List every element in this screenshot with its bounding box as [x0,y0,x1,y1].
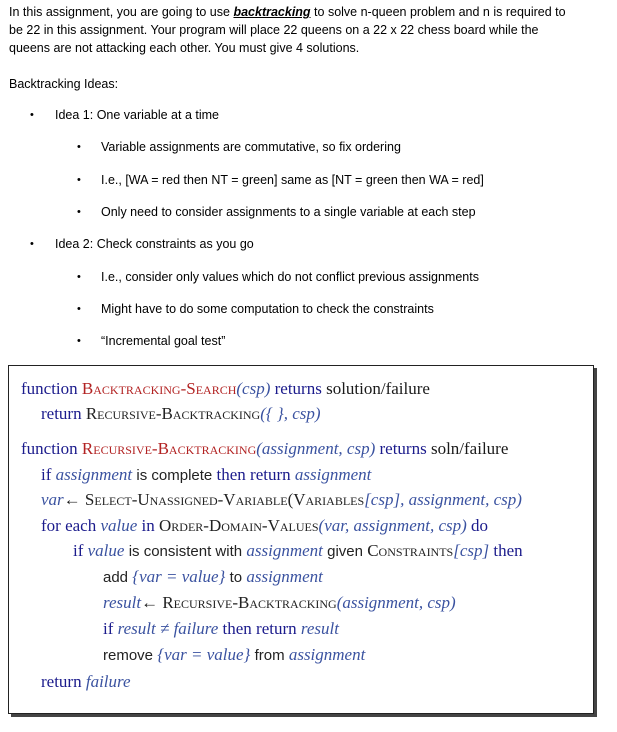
algo-line-1 [21,376,430,402]
variable: value [87,541,125,560]
return-type: soln/failure [430,439,509,458]
variable: assignment [288,645,366,664]
intro-emphasis: backtracking [233,5,311,19]
point-text: “Incremental goal test” [101,334,226,348]
algo-line-4 [41,462,371,489]
function-call: Recursive-Backtracking [162,593,337,612]
bullet-icon: • [77,271,81,283]
variable: {var = value} [132,567,226,586]
keyword: do [471,516,489,535]
arguments: (csp) [236,379,271,398]
intro-text-pre: In this assignment, you are going to use [9,5,234,19]
function-call: Recursive-Backtracking [85,404,261,423]
plain-text: from [254,647,285,664]
keyword: return [41,404,82,423]
arguments: [csp] [453,541,490,560]
variable: assignment [294,465,372,484]
keyword: returns [274,379,322,398]
algo-line-5 [41,487,522,513]
keyword: then return [216,465,291,484]
idea-1-label: Idea 1: One variable at a time [55,108,219,122]
function-call: Select-Unassigned-Variable(Variables [84,490,365,509]
bullet-icon: • [77,206,81,218]
bullet-icon: • [77,141,81,153]
algo-line-2 [41,401,321,427]
point-text: Might have to do some computation to check the constraints [101,302,434,316]
intro-text-post: to solve n-queen problem and n is required to be 22 in this assignment. Your program will place 22 queens on a 22 x 22 chess board while the queens are not attacking each other. You must give 4 solutions. [9,5,566,55]
variable: var [41,490,64,509]
algo-line-12 [41,669,131,695]
arguments: ({ }, csp) [260,404,321,423]
point-text: I.e., consider only values which do not conflict previous assignments [101,270,479,284]
variable: {var = value} [157,645,251,664]
keyword: then return [222,619,297,638]
function-name: Recursive-Backtracking [81,439,257,458]
function-name: Backtracking-Search [81,379,237,398]
plain-text: to [229,569,243,586]
plain-text: is complete [136,467,213,484]
algo-line-6 [41,513,488,539]
algo-line-11 [103,642,365,669]
keyword: returns [379,439,427,458]
bullet-icon: • [77,335,81,347]
algo-line-10 [103,616,339,642]
plain-text: given [327,543,363,560]
variable: result [300,619,339,638]
plain-text: is consistent with [128,543,243,560]
assign-arrow-icon: ← [141,593,159,612]
ideas-heading: Backtracking Ideas: [9,77,119,91]
keyword: in [141,516,155,535]
variable: failure [85,672,131,691]
point-text: Only need to consider assignments to a single variable at each step [101,205,476,219]
keyword: for each [41,516,97,535]
bullet-icon: • [30,109,34,121]
assign-arrow-icon: ← [63,490,81,509]
keyword: then [493,541,523,560]
keyword: return [41,672,82,691]
variable: assignment [246,541,323,560]
function-call: Order-Domain-Values [159,516,319,535]
backtracking-algorithm-box [8,365,594,714]
algo-line-8 [103,564,323,591]
algo-line-9 [103,590,456,616]
bullet-icon: • [77,303,81,315]
point-text: Variable assignments are commutative, so fix ordering [101,140,401,154]
bullet-icon: • [77,174,81,186]
plain-text: add [103,569,129,586]
keyword: if [41,465,52,484]
arguments: (assignment, csp) [336,593,456,612]
algo-line-7 [73,538,523,565]
keyword: function [21,439,78,458]
assignment-intro [9,3,569,57]
idea-2-label: Idea 2: Check constraints as you go [55,237,254,251]
variable: result ≠ failure [117,619,219,638]
keyword: function [21,379,78,398]
variable: assignment [55,465,133,484]
keyword: if [103,619,114,638]
function-call: Constraints [367,541,454,560]
arguments: (assignment, csp) [256,439,376,458]
variable: result [103,593,142,612]
plain-text: remove [103,647,154,664]
variable: assignment [246,567,323,586]
arguments: [csp], assignment, csp) [364,490,522,509]
arguments: (var, assignment, csp) [318,516,467,535]
algo-line-3 [21,436,508,462]
point-text: I.e., [WA = red then NT = green] same as [NT = green then WA = red] [101,173,484,187]
variable: value [100,516,138,535]
bullet-icon: • [30,238,34,250]
keyword: if [73,541,84,560]
return-type: solution/failure [326,379,430,398]
